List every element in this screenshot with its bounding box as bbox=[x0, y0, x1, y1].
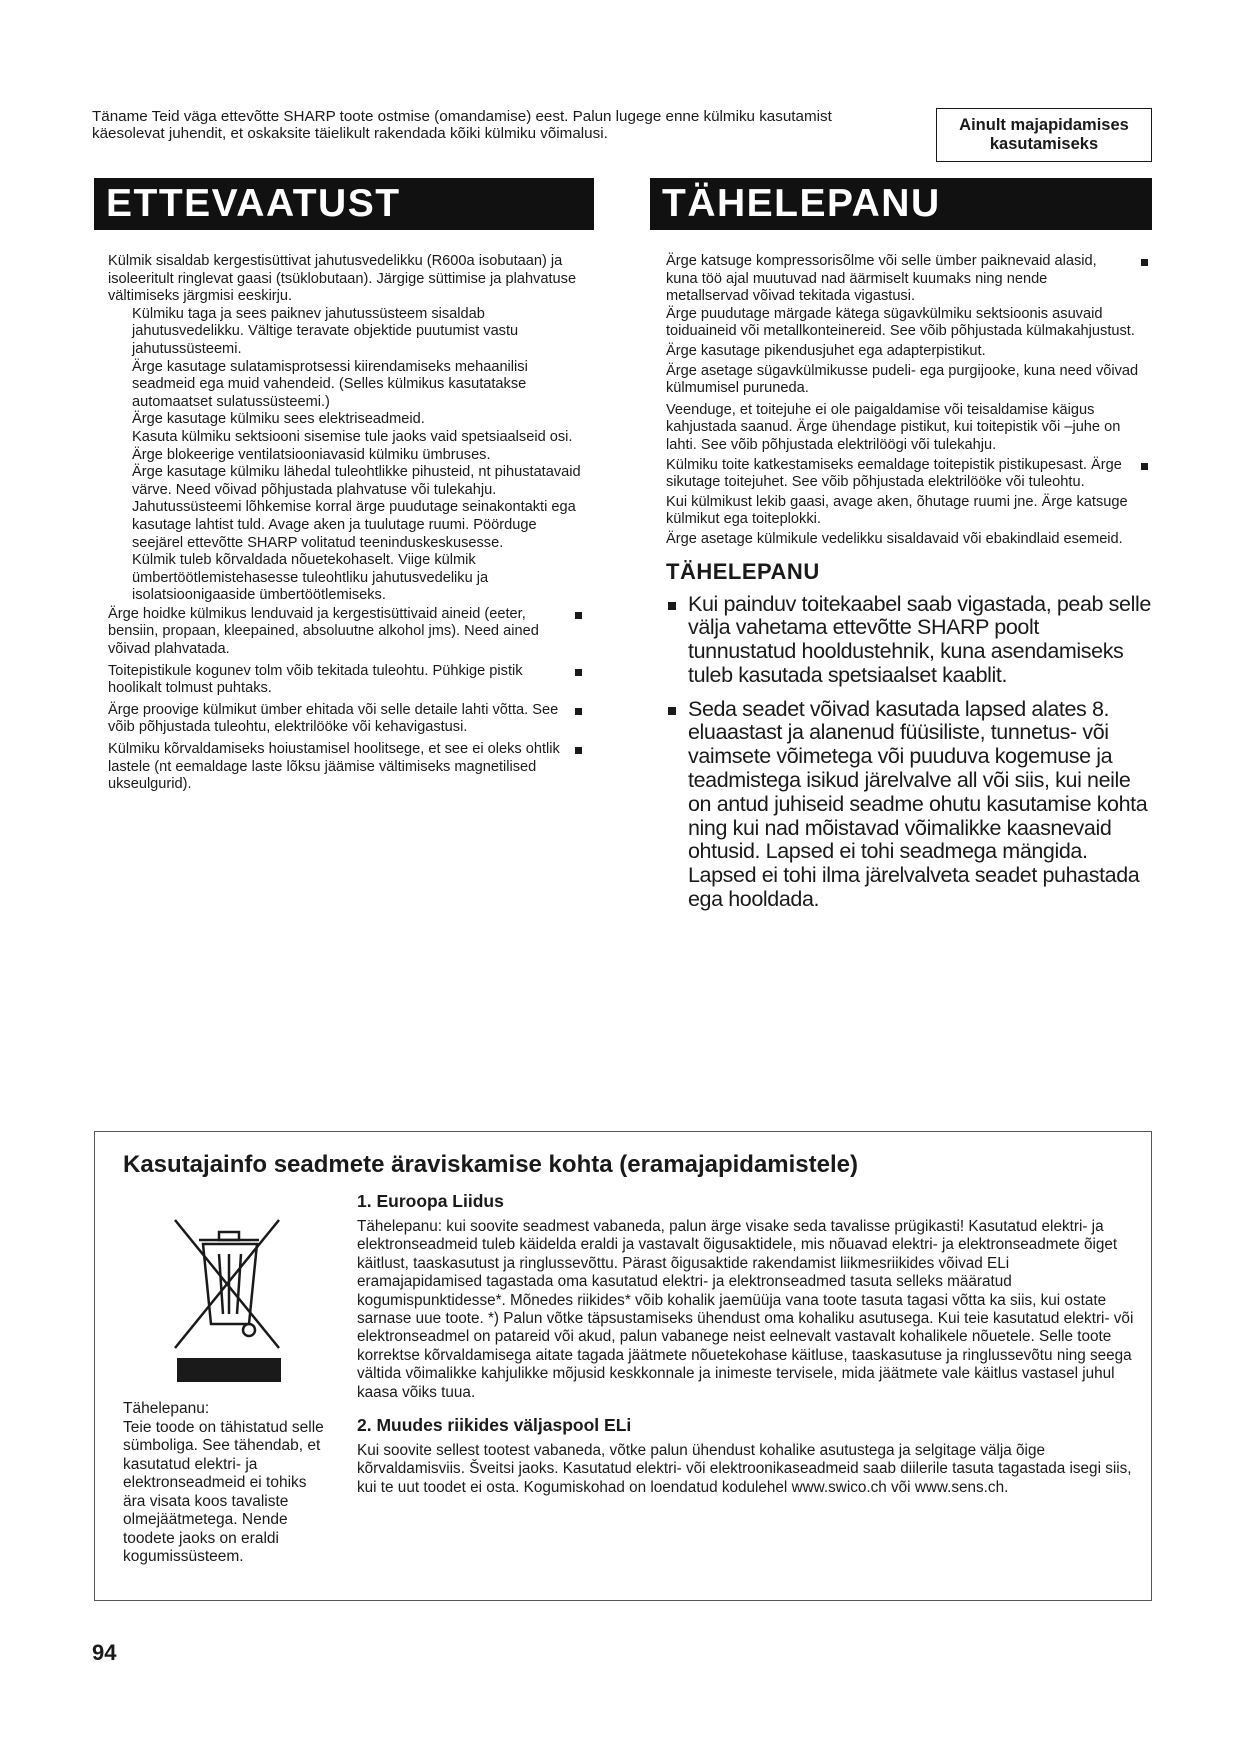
caution-item: Ärge proovige külmikut ümber ehitada või selle detaile lahti võtta. See võib põhjustada tuleohtu, elektrilööke või kehavigastusi. bbox=[108, 702, 586, 737]
attention-note: Seda seadet võivad kasutada lapsed alates 8. eluaastast ja alanenud füüsiliste, tunnetus- või vaimsete võimetega või puuduva kogemuse ja teadmistega isikud järelvalve all või siis, kui neile on antud juhiseid seadme ohutu kasutamise kohta ning kui nad mõistavad võimalikke kaasnevaid ohtusid. Lapsed ei tohi seadmega mängida. Lapsed ei tohi ilma järelvalveta seadet puhastada ega hooldada. bbox=[666, 698, 1152, 912]
caution-subitem: Ärge blokeerige ventilatsiooniavasid külmiku ümbruses. bbox=[132, 446, 491, 463]
household-use-badge: Ainult majapidamises kasutamiseks bbox=[936, 108, 1152, 162]
page-number: 94 bbox=[92, 1640, 117, 1665]
caution-item: Ärge hoidke külmikus lenduvaid ja kergestisüttivaid aineid (eeter, bensiin, propaan, kleepained, absoluutne alkohol jms). Need ained võivad plahvatada. bbox=[108, 606, 586, 659]
caution-intro-text: Külmik sisaldab kergestisüttivat jahutusvedelikku (R600a isobutaan) ja isoleeritult ringlevat gaasi (tsüklobutaan). Järgige süttimise ja plahvatuse vältimiseks järgmisi eeskirju. bbox=[108, 253, 577, 305]
attention-subtitle: TÄHELEPANU bbox=[666, 558, 820, 584]
bullet-square-icon bbox=[668, 707, 676, 715]
attention-item: Ärge asetage sügavkülmikusse pudeli- ega purgijooke, kuna need võivad külmumisel puruneda. bbox=[666, 362, 1139, 397]
attention-item: Kui külmikust lekib gaasi, avage aken, õhutage ruumi jne. Ärge katsuge külmikut ega toiteplokki. bbox=[666, 493, 1128, 528]
caution-item: Toitepistikule kogunev tolm võib tekitada tuleohtu. Pühkige pistik hoolikalt tolmust puhtaks. bbox=[108, 663, 586, 698]
attention-item: Külmiku toite katkestamiseks eemaldage toitepistik pistikupesast. Ärge sikutage toitejuhet. See võib põhjustada elektrilööke või tuleohtu. bbox=[666, 457, 1152, 492]
caution-subitem: Ärge kasutage sulatamisprotsessi kiirendamiseks mehaanilisi seadmeid ega muid vahendeid. (Selles külmikus kasutatakse automaatset sulatussüsteemi.) bbox=[132, 358, 528, 410]
attention-item: Ärge katsuge kompressorisõlme või selle ümber paiknevaid alasid, kuna töö ajal muutuvad nad äärmiselt kuumaks ning nende metallservad võivad tekitada vigastusi. bbox=[666, 253, 1152, 306]
disposal-note-text: Teie toode on tähistatud selle sümboliga. See tähendab, et kasutatud elektri- ja elektronseadmeid ei tohiks ära visata koos tavaliste olmejäätmetega. Nende toodete jaoks on eraldi kogumissüsteem. bbox=[123, 1418, 324, 1565]
caution-subitem: Jahutussüsteemi lõhkemise korral ärge puudutage seinakontakti ega kasutage lahtist tuld. Avage aken ja tuulutage ruumi. Pöörduge seejärel ettevõtte SHARP volitatud teeninduskeskusesse. bbox=[132, 499, 576, 551]
bullet-square-icon bbox=[575, 747, 582, 754]
bullet-square-icon bbox=[668, 602, 676, 610]
caution-item: Külmiku kõrvaldamiseks hoiustamisel hoolitsege, et see ei oleks ohtlik lastele (nt eemaldage laste lõksu jäämise vältimiseks magnetilised ukseulgurid). bbox=[108, 741, 586, 794]
attention-item: Ärge puudutage märgade kätega sügavkülmiku sektsioonis asuvaid toiduaineid või metallkonteinereid. See võib põhjustada külmakahjustust. bbox=[666, 305, 1135, 340]
caution-banner: ETTEVAATUST bbox=[94, 178, 594, 230]
disposal-note-label: Tähelepanu: bbox=[123, 1400, 210, 1417]
caution-subitem: Külmiku taga ja sees paiknev jahutussüsteem sisaldab jahutusvedelikku. Vältige teravate objektide puutumist vastu jahutussüsteemi. bbox=[132, 305, 519, 357]
attention-banner: TÄHELEPANU bbox=[650, 178, 1152, 230]
caution-intro-item bbox=[108, 253, 586, 306]
disposal-title: Kasutajainfo seadmete äraviskamise kohta (eramajapidamistele) bbox=[123, 1151, 858, 1178]
attention-item: Ärge asetage külmikule vedelikku sisaldavaid või ebakindlaid esemeid. bbox=[666, 530, 1123, 547]
attention-column bbox=[666, 253, 1152, 922]
bullet-square-icon bbox=[575, 669, 582, 676]
bullet-square-icon bbox=[575, 708, 582, 715]
bullet-square-icon bbox=[1141, 259, 1148, 266]
section-other-text: Kui soovite sellest tootest vabaneda, võtke palun ühendust kohalike asutustega ja selgitage välja õige kõrvaldamisviis. Šveitsi jaoks. Kasutatud elektri- või elektroonikaseadmeid saab diilerile tasuta tagastada isegi siis, kui te uut toodet ei osta. Kogumiskohad on loendatud kodulehel www.swico.ch või www.sens.ch. bbox=[357, 1442, 1132, 1496]
caution-subitem: Ärge kasutage külmiku lähedal tuleohtlikke pihusteid, nt pihustatavaid värve. Need võivad põhjustada plahvatuse või tulekahju. bbox=[132, 464, 581, 498]
attention-item: Veenduge, et toitejuhe ei ole paigaldamise või teisaldamise käigus kahjustada saanud. Ärge ühendage pistikut, kui toitepistik või –juhe on lahti. See võib põhjustada elektrilöögi või tulekahju. bbox=[666, 401, 1121, 453]
caution-column bbox=[108, 253, 586, 798]
section-eu-title: 1. Euroopa Liidus bbox=[357, 1191, 504, 1211]
bullet-square-icon bbox=[1141, 463, 1148, 470]
disposal-info-box bbox=[94, 1131, 1152, 1601]
disposal-symbol-note bbox=[123, 1400, 333, 1567]
section-eu-text: Tähelepanu: kui soovite seadmest vabaneda, palun ärge visake seda tavalisse prügikasti! Kasutatud elektri- ja elektronseadmeid tuleb käidelda eraldi ja vastavalt õigusaktidele, mis nõuavad elektri- ja elektronseadmete õiget käitlust, taaskasutust ja ringlussevõttu. Pärast õigusaktide rakendamist liikmesriikides võivad ELi eramajapidamised tagastada oma kasutatud elektri- ja elektronseadmed tasuta selleks määratud kogumispunktidesse*. Mõnedes riikides* võib kohalik jaemüüja vana toote tasuta tagasi võtta ka siis, kui ostate sarnase uue toote. *) Palun võtke täpsustamiseks ühendust oma kohaliku asutusega. Kui teie kasutatud elektri- või elektronseadmel on patareid või akud, palun vabanege neist eelnevalt vastavalt kohalikele nõuetele. Selle toote korrektse kõrvaldamisega aitate tagada jäätmete nõuetekohase käitluse, taaskasutuse ja ringlussevõtu ning seega vältida võimalikke kahjulikke mõjusid keskkonnale ja inimeste tervisele, mida jäätmete vale käitlus vastasel juhul kaasa võiks tuua. bbox=[357, 1218, 1134, 1401]
crossed-out-bin-icon bbox=[161, 1204, 291, 1364]
caution-subitem: Külmik tuleb kõrvaldada nõuetekohaselt. Viige külmik ümbertöötlemistehasesse tuleohtliku jahutusvedeliku ja isolatsioonigaaside ümbertöötlemiseks. bbox=[132, 552, 489, 604]
bullet-square-icon bbox=[575, 612, 582, 619]
attention-note: Kui painduv toitekaabel saab vigastada, peab selle välja vahetama ettevõtte SHARP poolt tunnustatud hooldustehnik, kuna asendamiseks tuleb kasutada spetsiaalset kaablit. bbox=[666, 593, 1152, 688]
attention-item: Ärge kasutage pikendusjuhet ega adapterpistikut. bbox=[666, 342, 986, 359]
disposal-sections bbox=[357, 1190, 1137, 1497]
caution-subitem: Kasuta külmiku sektsiooni sisemise tule jaoks vaid spetsiaalseid osi. bbox=[132, 428, 573, 445]
section-other-title: 2. Muudes riikides väljaspool ELi bbox=[357, 1415, 632, 1436]
black-bar-icon bbox=[177, 1358, 281, 1382]
caution-subitem: Ärge kasutage külmiku sees elektriseadmeid. bbox=[132, 411, 425, 428]
intro-text: Täname Teid väga ettevõtte SHARP toote ostmise (omandamise) eest. Palun lugege enne külmiku kasutamist käesolevat juhendit, et oskaksite täielikult rakendada kõiki külmiku võimalusi. bbox=[92, 108, 832, 142]
